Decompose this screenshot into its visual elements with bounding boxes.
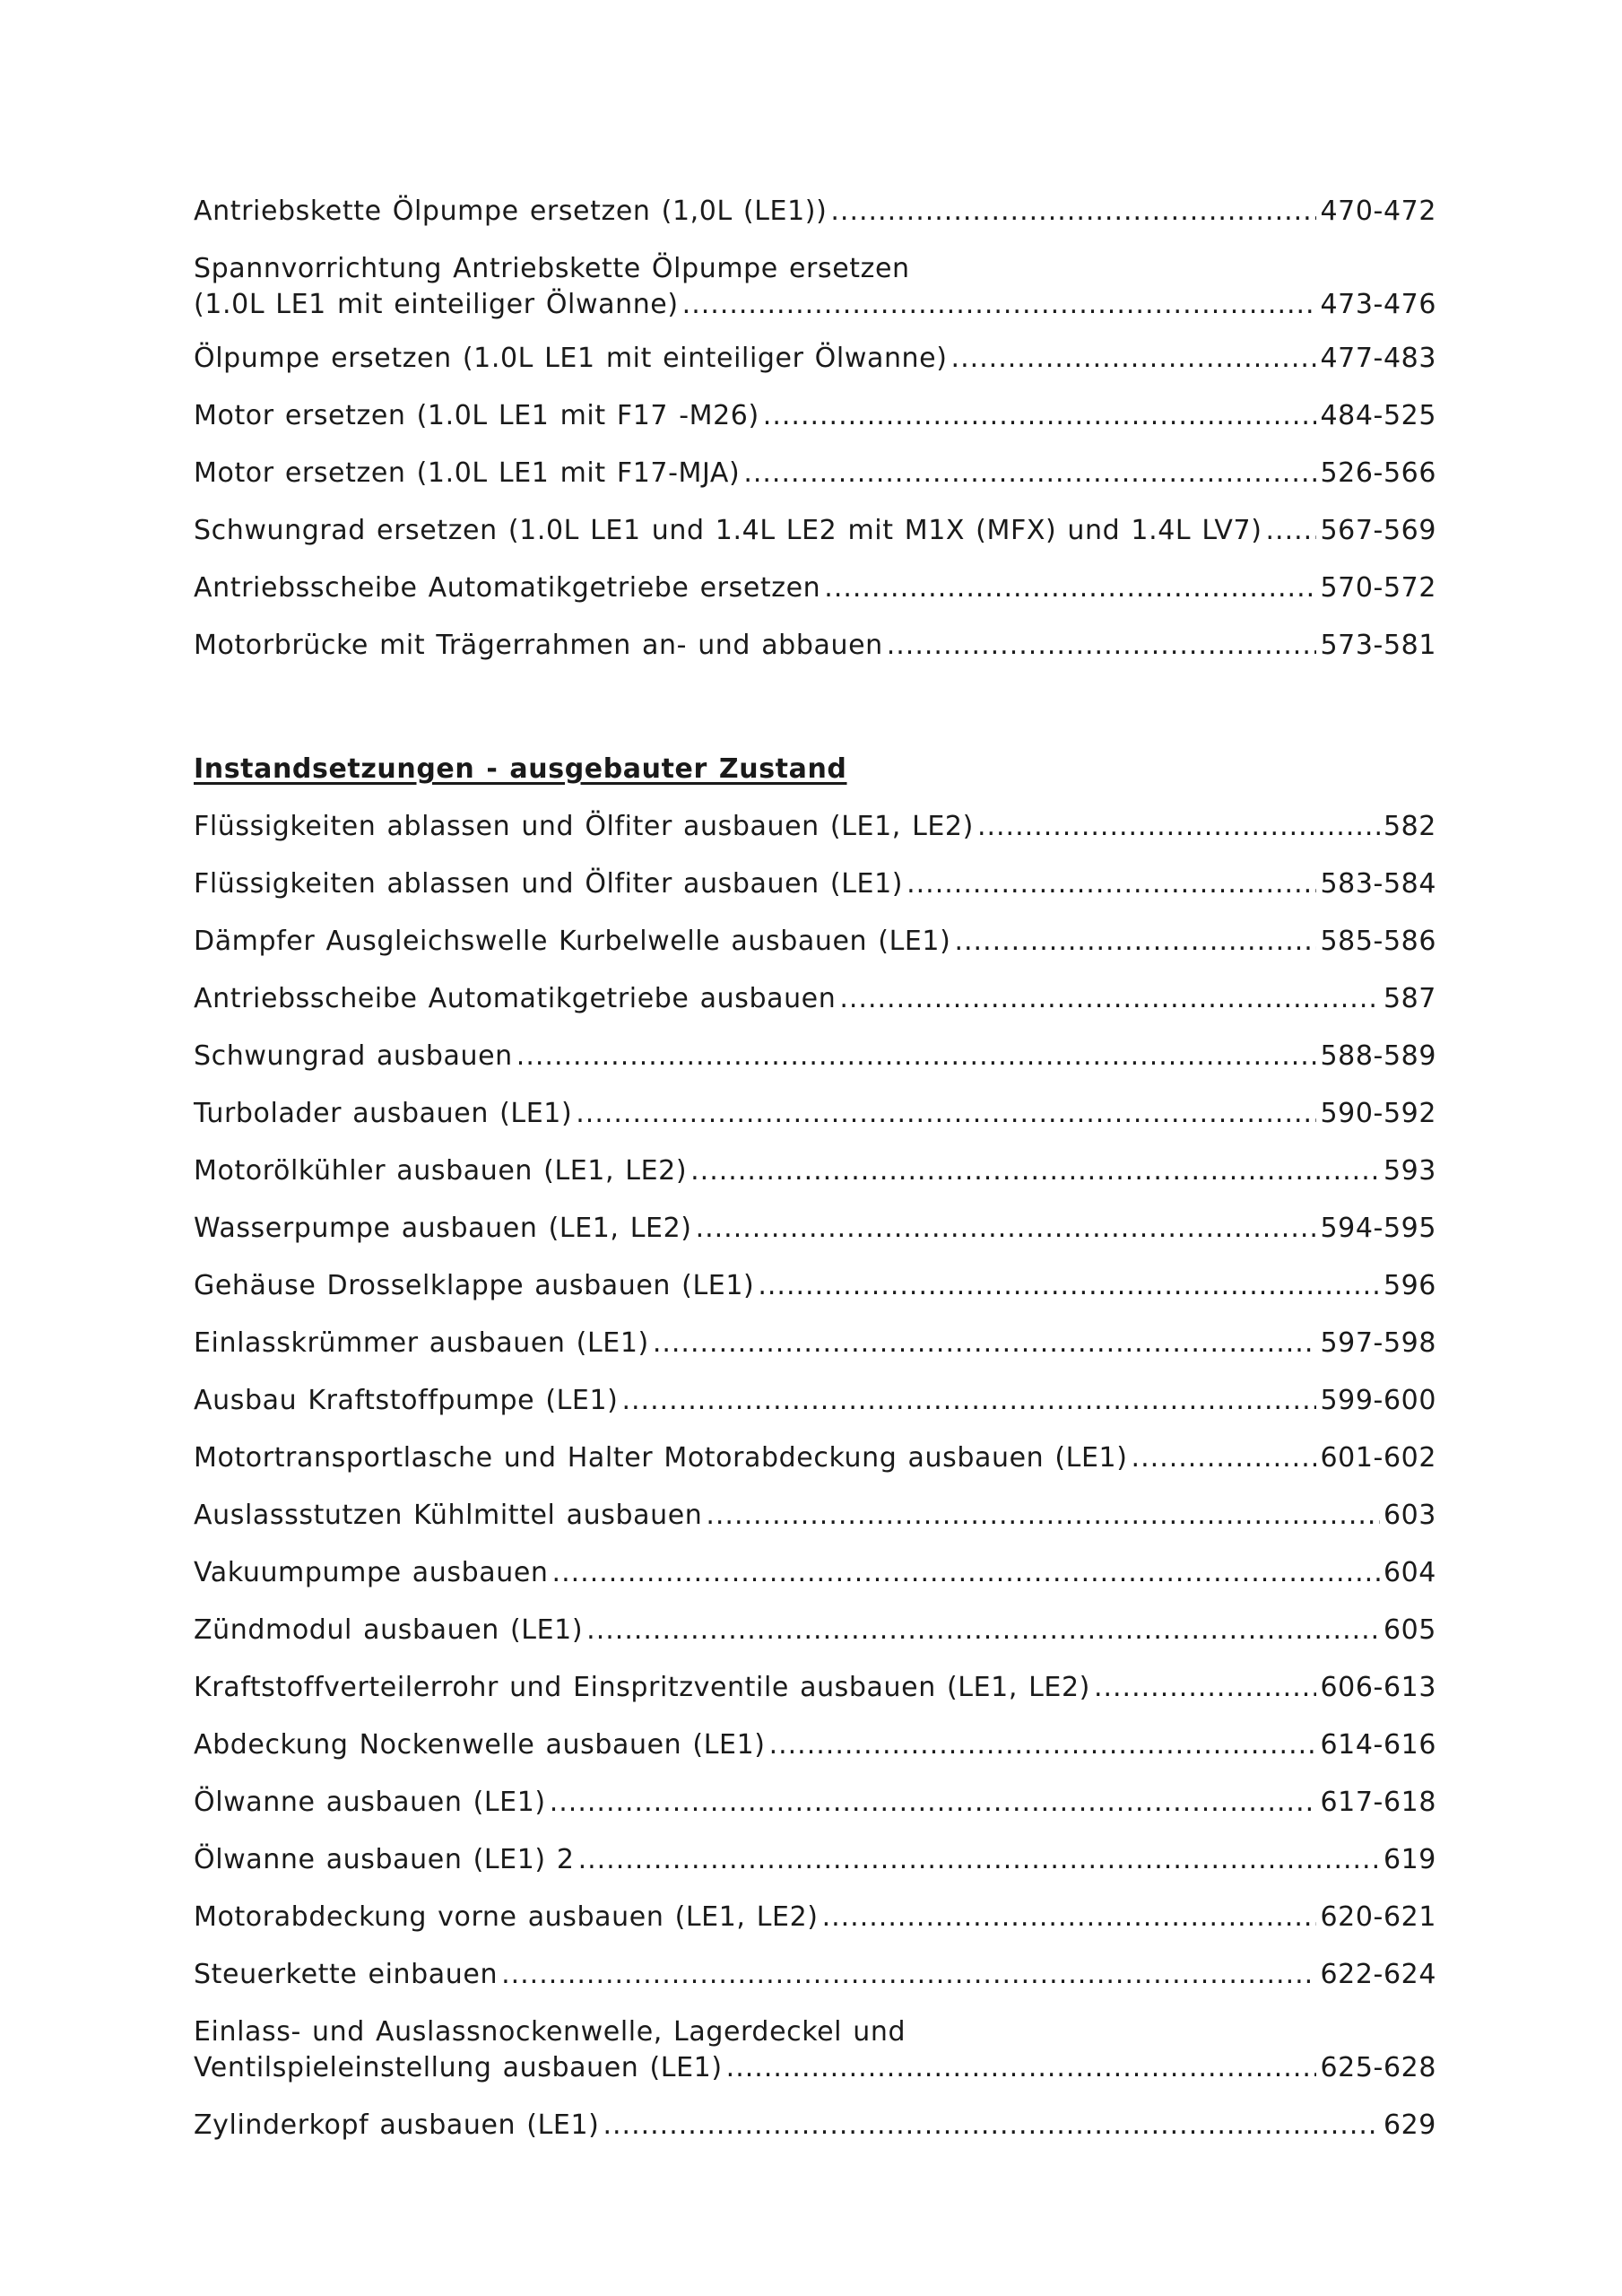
toc-entry-title: Vakuumpumpe ausbauen <box>194 1557 549 1588</box>
dot-leader <box>576 1096 1316 1132</box>
toc-entry-pages: 526-566 <box>1320 457 1436 489</box>
toc-entry-title: Turbolader ausbauen (LE1) <box>194 1098 573 1129</box>
toc-entry-title: Kraftstoffverteilerrohr und Einspritzventile ausbauen (LE1, LE2) <box>194 1672 1090 1703</box>
toc-entry <box>194 2108 1436 2144</box>
dot-leader <box>906 866 1316 902</box>
toc-entry-pages: 614-616 <box>1320 1729 1436 1761</box>
dot-leader <box>621 1383 1316 1419</box>
toc-entry-title: Zündmodul ausbauen (LE1) <box>194 1614 584 1646</box>
dot-leader <box>769 1727 1317 1763</box>
dot-leader <box>696 1211 1317 1247</box>
toc-entry <box>194 1268 1436 1304</box>
toc-entry <box>194 981 1436 1017</box>
toc-entry <box>194 1900 1436 1935</box>
toc-entry <box>194 866 1436 902</box>
toc-entry <box>194 1785 1436 1821</box>
toc-entry-pages: 570-572 <box>1320 572 1436 604</box>
toc-entry-title: Motorbrücke mit Trägerrahmen an- und abbauen <box>194 630 883 661</box>
toc-entry <box>194 628 1436 664</box>
toc-entry-pages: 484-525 <box>1320 400 1436 431</box>
toc-entry <box>194 1096 1436 1132</box>
dot-leader <box>954 924 1316 960</box>
toc-entry <box>194 398 1436 434</box>
toc-entry <box>194 1613 1436 1648</box>
toc-entry-pages: 567-569 <box>1320 515 1436 546</box>
toc-entry-pages: 593 <box>1383 1155 1436 1187</box>
toc-entry-pages: 582 <box>1383 811 1436 842</box>
toc-entry-pages: 473-476 <box>1320 289 1436 320</box>
dot-leader <box>1132 1440 1317 1476</box>
dot-leader <box>977 809 1380 845</box>
toc-entry-pages: 588-589 <box>1320 1040 1436 1072</box>
toc-entry <box>194 341 1436 377</box>
toc-entry <box>194 924 1436 960</box>
toc-entry-title: Einlasskrümmer ausbauen (LE1) <box>194 1327 649 1359</box>
toc-entry-title: Gehäuse Drosselklappe ausbauen (LE1) <box>194 1270 755 1301</box>
toc-entry <box>194 456 1436 491</box>
dot-leader <box>550 1785 1317 1821</box>
toc-entry <box>194 513 1436 549</box>
toc-entry-title: Motorölkühler ausbauen (LE1, LE2) <box>194 1155 688 1187</box>
dot-leader <box>690 1153 1380 1189</box>
toc-entry <box>194 1555 1436 1591</box>
toc-entry-pages: 629 <box>1383 2109 1436 2141</box>
toc-entry <box>194 570 1436 606</box>
toc-entry <box>194 1498 1436 1534</box>
toc-entry-pages: 603 <box>1383 1500 1436 1531</box>
toc-entry <box>194 2014 1436 2086</box>
toc-entry <box>194 251 1436 323</box>
toc-entry-title: Zylinderkopf ausbauen (LE1) <box>194 2109 600 2141</box>
toc-entry-pages: 606-613 <box>1320 1672 1436 1703</box>
toc-entry <box>194 194 1436 230</box>
toc-entry-pages: 601-602 <box>1320 1442 1436 1474</box>
toc-entry-pages: 604 <box>1383 1557 1436 1588</box>
toc-entry-pages: 585-586 <box>1320 926 1436 957</box>
toc-entry-title: Motorabdeckung vorne ausbauen (LE1, LE2) <box>194 1901 819 1933</box>
toc-entry-pages: 573-581 <box>1320 630 1436 661</box>
toc-entry-pages: 619 <box>1383 1844 1436 1875</box>
dot-leader <box>839 981 1380 1017</box>
toc-entry-title: Ölpumpe ersetzen (1.0L LE1 mit einteiliger Ölwanne) <box>194 343 948 374</box>
toc-entry <box>194 1039 1436 1074</box>
dot-leader <box>653 1326 1317 1361</box>
dot-leader <box>578 1842 1380 1878</box>
toc-entry <box>194 1383 1436 1419</box>
toc-entry-title: Antriebsscheibe Automatikgetriebe ersetzen <box>194 572 821 604</box>
toc-entry-title: Antriebsscheibe Automatikgetriebe ausbauen <box>194 983 837 1014</box>
toc-entry-pages: 590-592 <box>1320 1098 1436 1129</box>
toc-entry <box>194 1440 1436 1476</box>
toc-entry-title: Auslassstutzen Kühlmittel ausbauen <box>194 1500 703 1531</box>
toc-entry <box>194 1842 1436 1878</box>
toc-entry-title: Motor ersetzen (1.0L LE1 mit F17 -M26) <box>194 400 759 431</box>
dot-leader <box>682 287 1317 323</box>
toc-entry-pages: 583-584 <box>1320 868 1436 900</box>
toc-entry-title: (1.0L LE1 mit einteiliger Ölwanne) <box>194 289 679 320</box>
dot-leader <box>586 1613 1380 1648</box>
toc-entry-pages: 599-600 <box>1320 1385 1436 1416</box>
toc-entry-title: Flüssigkeiten ablassen und Ölfiter ausbauen (LE1, LE2) <box>194 811 974 842</box>
toc-entry-title: Schwungrad ersetzen (1.0L LE1 und 1.4L LE2 mit M1X (MFX) und 1.4L LV7) <box>194 515 1262 546</box>
toc-entry-pages: 587 <box>1383 983 1436 1014</box>
dot-leader <box>1266 513 1317 549</box>
dot-leader <box>951 341 1317 377</box>
toc-entry-title: Flüssigkeiten ablassen und Ölfiter ausbauen (LE1) <box>194 868 904 900</box>
toc-entry-pages: 596 <box>1383 1270 1436 1301</box>
dot-leader <box>763 398 1317 434</box>
toc-entry-pages: 594-595 <box>1320 1213 1436 1244</box>
toc-entry-title: Schwungrad ausbauen <box>194 1040 513 1072</box>
dot-leader <box>822 1900 1317 1935</box>
toc-entry-title: Wasserpumpe ausbauen (LE1, LE2) <box>194 1213 692 1244</box>
dot-leader <box>501 1957 1316 1993</box>
toc-entry-title: Ventilspieleinstellung ausbauen (LE1) <box>194 2052 723 2083</box>
dot-leader <box>887 628 1317 664</box>
toc-entry-pages: 622-624 <box>1320 1959 1436 1990</box>
toc-entry-title: Einlass- und Auslassnockenwelle, Lagerdeckel und <box>194 2016 906 2048</box>
toc-entry <box>194 1670 1436 1706</box>
toc-entry-pages: 617-618 <box>1320 1787 1436 1818</box>
toc-entry-title: Steuerkette einbauen <box>194 1959 499 1990</box>
toc-entry-title: Abdeckung Nockenwelle ausbauen (LE1) <box>194 1729 766 1761</box>
toc-entry-title: Ausbau Kraftstoffpumpe (LE1) <box>194 1385 619 1416</box>
toc-entry-title: Antriebskette Ölpumpe ersetzen (1,0L (LE1)) <box>194 196 828 227</box>
toc-entry-pages: 470-472 <box>1320 196 1436 227</box>
toc-entry <box>194 1326 1436 1361</box>
toc-entry-title: Dämpfer Ausgleichswelle Kurbelwelle ausbauen (LE1) <box>194 926 951 957</box>
dot-leader <box>830 194 1316 230</box>
toc-entry <box>194 1727 1436 1763</box>
dot-leader <box>726 2050 1317 2086</box>
toc-entry <box>194 1957 1436 1993</box>
toc-entry-title: Ölwanne ausbauen (LE1) <box>194 1787 546 1818</box>
dot-leader <box>824 570 1316 606</box>
toc-entry <box>194 1153 1436 1189</box>
dot-leader <box>552 1555 1380 1591</box>
toc-entry-pages: 477-483 <box>1320 343 1436 374</box>
dot-leader <box>1094 1670 1317 1706</box>
toc-entry <box>194 1211 1436 1247</box>
dot-leader <box>743 456 1316 491</box>
dot-leader <box>706 1498 1380 1534</box>
toc-entry-title: Spannvorrichtung Antriebskette Ölpumpe ersetzen <box>194 253 910 284</box>
toc-entry-title: Motor ersetzen (1.0L LE1 mit F17-MJA) <box>194 457 741 489</box>
toc-entry-pages: 620-621 <box>1320 1901 1436 1933</box>
section-heading: Instandsetzungen - ausgebauter Zustand <box>194 753 847 785</box>
toc-entry-pages: 605 <box>1383 1614 1436 1646</box>
toc-entry-title: Motortransportlasche und Halter Motorabdeckung ausbauen (LE1) <box>194 1442 1128 1474</box>
toc-entry-title: Ölwanne ausbauen (LE1) 2 <box>194 1844 575 1875</box>
dot-leader <box>603 2108 1379 2144</box>
toc-entry-pages: 597-598 <box>1320 1327 1436 1359</box>
toc-entry <box>194 809 1436 845</box>
toc-entry-pages: 625-628 <box>1320 2052 1436 2083</box>
dot-leader <box>758 1268 1380 1304</box>
dot-leader <box>516 1039 1317 1074</box>
